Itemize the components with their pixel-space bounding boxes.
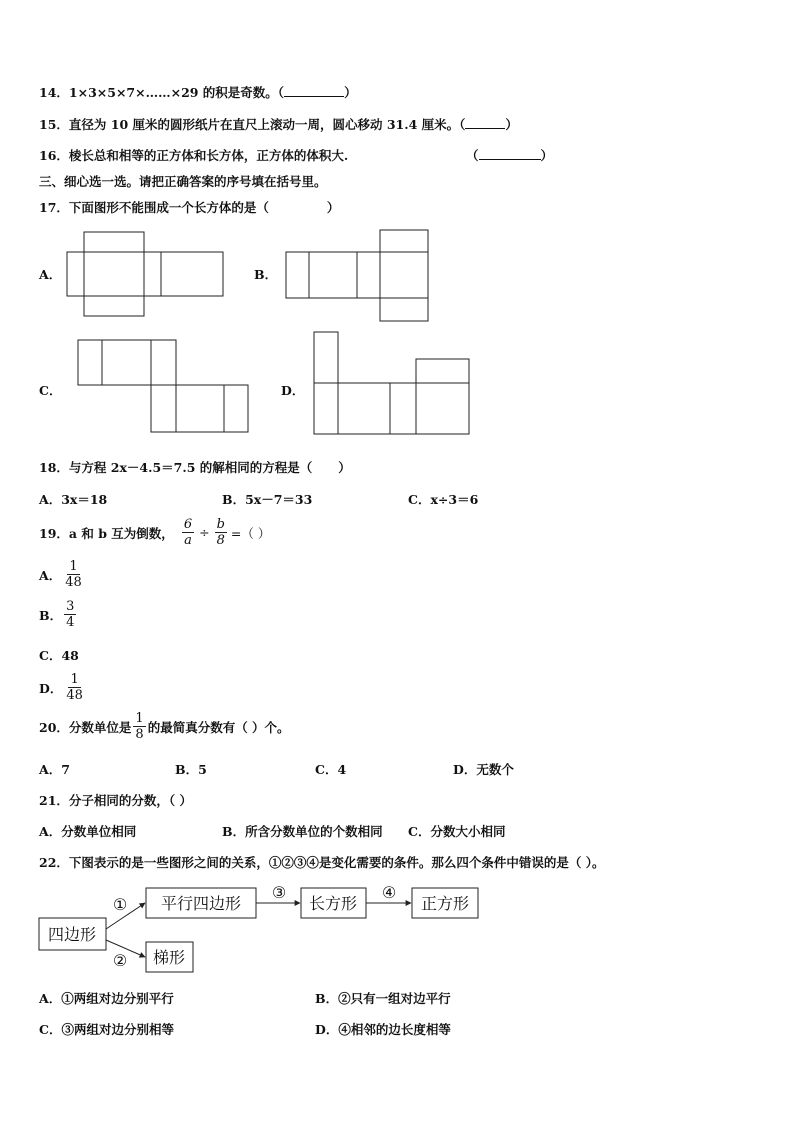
fraction-3-over-4: $\frac{3}{4}$ — [66, 599, 75, 630]
close-paren: ） — [505, 117, 518, 132]
q21-option-c[interactable]: C．分数大小相同 — [408, 824, 506, 839]
fraction-6-over-a: $\frac{6}{a}$ — [183, 517, 193, 548]
question-number: 22． — [39, 855, 69, 870]
q20-option-b[interactable]: B．5 — [175, 762, 207, 777]
fraction-1-over-48: $\frac{1}{48}$ — [66, 672, 83, 703]
question-text: 下图表示的是一些图形之间的关系，①②③④是变化需要的条件。那么四个条件中错误的是（ ）。 — [68, 855, 605, 870]
option-label: D． — [39, 680, 63, 696]
condition-2: ② — [112, 951, 128, 970]
question-number: 17． — [39, 200, 69, 215]
question-number: 15． — [39, 117, 69, 132]
question-number: 16． — [39, 148, 69, 163]
label-quadrilateral: 四边形 — [47, 925, 97, 944]
question-number: 21． — [39, 793, 69, 808]
q22-option-c[interactable]: C．③两组对边分别相等 — [39, 1022, 174, 1037]
question-number: 14． — [39, 85, 69, 100]
option-label: A． — [39, 567, 62, 583]
q20-option-a[interactable]: A．7 — [39, 762, 70, 777]
q19-option-c[interactable]: C．48 — [39, 648, 79, 663]
condition-1: ① — [112, 895, 128, 914]
label-rectangle: 长方形 — [308, 894, 358, 913]
label-square: 正方形 — [420, 894, 470, 913]
q18-option-c[interactable]: C．x÷3＝6 — [408, 492, 479, 507]
q20-option-d[interactable]: D．无数个 — [453, 762, 514, 777]
question-text: 下面图形不能围成一个长方体的是（ — [68, 200, 269, 215]
option-label-b[interactable]: B． — [254, 267, 278, 282]
q22-option-a[interactable]: A．①两组对边分别平行 — [39, 991, 174, 1006]
fraction-1-over-48: $\frac{1}{48}$ — [65, 559, 82, 590]
close-paren: ） — [338, 460, 351, 475]
fraction-1-over-8: $\frac{1}{8}$ — [135, 711, 144, 742]
question-number: 20． — [39, 719, 69, 735]
close-paren: ） — [540, 148, 554, 163]
question-text-post: 的最简真分数有（ ）个。 — [147, 719, 290, 735]
condition-4: ④ — [381, 883, 397, 902]
question-text: a 和 b 互为倒数， — [68, 525, 174, 541]
q22-option-d[interactable]: D．④相邻的边长度相等 — [315, 1022, 451, 1037]
question-text: 直径为 10 厘米的圆形纸片在直尺上滚动一周，圆心移动 31.4 厘米。（ — [68, 117, 466, 132]
option-label-d[interactable]: D． — [281, 383, 305, 398]
fraction-b-over-8: $\frac{b}{8}$ — [216, 517, 225, 548]
question-text: 与方程 2x－4.5＝7.5 的解相同的方程是（ — [68, 460, 313, 475]
q20-option-c[interactable]: C．4 — [315, 762, 347, 777]
option-label: B． — [39, 607, 63, 623]
equals-blank: =（ ） — [230, 525, 271, 541]
question-text-pre: 分数单位是 — [68, 719, 132, 735]
question-text: 1×3×5×7×……×29 的积是奇数。（ — [68, 85, 285, 100]
option-label-c[interactable]: C． — [39, 383, 62, 398]
question-text: 分子相同的分数，（ ） — [68, 793, 193, 808]
question-number: 19． — [39, 525, 69, 541]
section-heading: 三、细心选一选。请把正确答案的序号填在括号里。 — [39, 174, 327, 189]
close-paren: ） — [344, 85, 357, 100]
divide-sign: ÷ — [199, 525, 210, 540]
option-label-a[interactable]: A． — [39, 267, 62, 282]
q18-option-b[interactable]: B．5x－7＝33 — [222, 492, 313, 507]
q18-option-a[interactable]: A．3x＝18 — [39, 492, 108, 507]
question-number: 18． — [39, 460, 69, 475]
q22-option-b[interactable]: B．②只有一组对边平行 — [315, 991, 451, 1006]
label-parallelogram: 平行四边形 — [160, 894, 242, 913]
q21-option-b[interactable]: B．所含分数单位的个数相同 — [222, 824, 383, 839]
q21-option-a[interactable]: A．分数单位相同 — [39, 824, 137, 839]
question-text: 棱长总和相等的正方体和长方体，正方体的体积大. — [68, 148, 349, 163]
label-trapezoid: 梯形 — [152, 948, 186, 967]
open-paren: （ — [466, 148, 479, 163]
close-paren: ） — [326, 200, 340, 215]
condition-3: ③ — [271, 883, 287, 902]
